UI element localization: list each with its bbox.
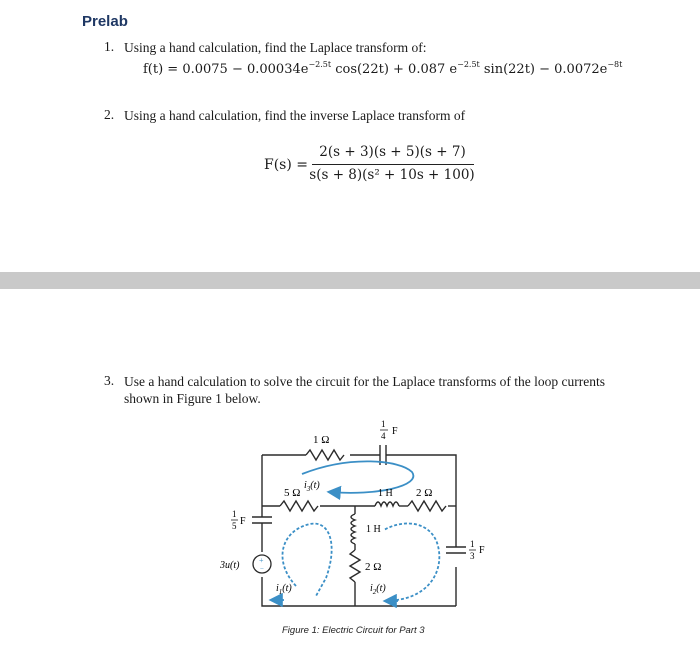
label-r-mid-bottom: 2 Ω — [365, 561, 382, 573]
q2-lhs: F(s) = — [264, 157, 309, 173]
label-i1: $i_1(t)$ — [276, 583, 292, 596]
capacitor-third — [446, 547, 466, 553]
label-i3: $i_3(t)$ — [304, 480, 320, 493]
label-cap-right-den: 3 — [470, 551, 475, 561]
wire-top-right — [386, 455, 456, 547]
q1-exp3: −8t — [607, 60, 623, 69]
resistor-2ohm-top — [408, 501, 446, 511]
source-minus-icon: − — [260, 565, 264, 573]
resistor-2ohm-mid — [350, 550, 360, 582]
q1-number: 1. — [104, 39, 115, 54]
resistor-5ohm — [280, 501, 318, 511]
label-i2: $i_2(t)$ — [370, 583, 386, 596]
source-plus-icon: + — [259, 556, 264, 565]
resistor-1ohm — [306, 450, 344, 460]
q3-text-line2: shown in Figure 1 below. — [124, 391, 261, 406]
q3-text-line1: Use a hand calculation to solve the circuit for the Laplace transforms of the loop currents — [124, 374, 605, 389]
q1-eq-part2: cos(22t) + 0.087 e — [331, 62, 458, 77]
inductor-mid — [351, 514, 355, 544]
section-divider — [0, 272, 700, 289]
label-cap-left-den: 5 — [232, 521, 237, 531]
q1-eq-part1: f(t) = 0.0075 − 0.00034e — [143, 62, 309, 77]
q1-exp1: −2.5t — [308, 60, 332, 69]
label-cap-top-unit: F — [392, 426, 398, 437]
loop-i2-arrow — [384, 523, 439, 600]
circuit-diagram — [200, 410, 520, 620]
q3-number: 3. — [104, 373, 115, 388]
q1-eq-part3: sin(22t) − 0.0072e — [479, 62, 608, 77]
q2-fraction-bar — [312, 164, 474, 165]
q1-text: Using a hand calculation, find the Laplace transform of: — [124, 40, 427, 55]
label-cap-right-num: 1 — [470, 539, 475, 549]
page-title: Prelab — [82, 13, 128, 30]
q2-numerator: 2(s + 3)(s + 5)(s + 7) — [319, 144, 466, 160]
label-ind-top: 1 H — [378, 488, 393, 499]
q1-exp2: −2.5t — [457, 60, 480, 69]
q2-text: Using a hand calculation, find the inverse Laplace transform of — [124, 108, 466, 123]
label-cap-top-den: 4 — [381, 431, 386, 441]
label-source: 3u(t) — [220, 560, 240, 571]
label-r-mid: 5 Ω — [284, 487, 301, 499]
capacitor-fifth — [252, 517, 272, 523]
q2-number: 2. — [104, 107, 115, 122]
label-r-right-top: 2 Ω — [416, 487, 433, 499]
label-cap-left-num: 1 — [232, 509, 237, 519]
q1-equation — [143, 60, 622, 77]
label-cap-top-num: 1 — [381, 419, 386, 429]
inductor-top — [375, 502, 399, 506]
label-cap-left-unit: F — [240, 516, 246, 527]
label-cap-right-unit: F — [479, 545, 485, 556]
label-ind-mid: 1 H — [366, 524, 381, 535]
figure-caption: Figure 1: Electric Circuit for Part 3 — [282, 625, 425, 636]
label-r-top: 1 Ω — [313, 434, 330, 446]
q2-denominator: s(s + 8)(s² + 10s + 100) — [309, 167, 475, 183]
